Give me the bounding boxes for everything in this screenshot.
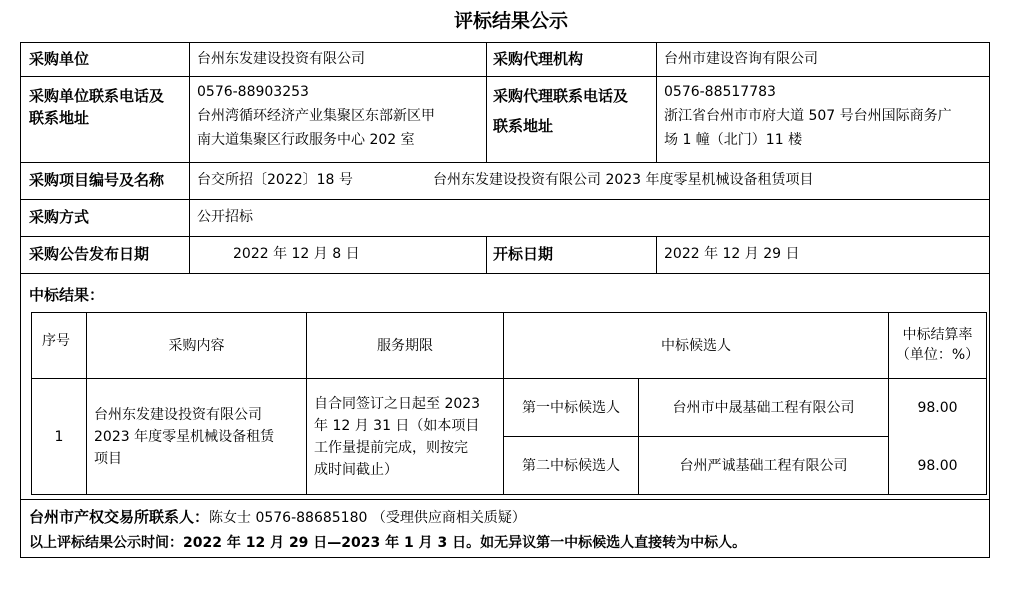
purchaser-value: 台州东发建设投资有限公司 <box>197 51 365 67</box>
result-table <box>31 312 987 495</box>
agency-label: 采购代理机构 <box>493 50 584 68</box>
agency-address: 浙江省台州市市府大道 507 号台州国际商务广 <box>664 108 952 124</box>
publicity-notice: 以上评标结果公示时间：2022 年 12 月 29 日—2023 年 1 月 3 日。如无异议第一中标候选人直接转为中标人。 <box>29 535 747 551</box>
header-seq: 序号 <box>42 333 70 349</box>
project-number: 台交所招〔2022〕18 号 <box>197 172 353 188</box>
row-period: 成时间截止） <box>314 462 398 478</box>
purchaser-label: 采购单位 <box>29 50 90 68</box>
row-divider <box>503 436 888 437</box>
purchaser-address: 台州湾循环经济产业集聚区东部新区甲 <box>197 108 435 124</box>
agency-address: 场 1 幢（北门）11 楼 <box>664 132 803 148</box>
open-date-label: 开标日期 <box>493 245 554 263</box>
candidate-name: 台州严诚基础工程有限公司 <box>679 458 848 474</box>
purchaser-phone: 0576-88903253 <box>197 84 309 100</box>
purchaser-contact-label: 采购单位联系电话及 <box>29 87 165 105</box>
exchange-contact-value: 陈女士 0576-88685180 （受理供应商相关质疑） <box>209 510 526 526</box>
purchaser-contact-label: 联系地址 <box>29 109 90 127</box>
row-divider <box>21 273 989 274</box>
method-value: 公开招标 <box>197 209 253 225</box>
header-rate-unit: （单位：%） <box>895 347 980 363</box>
header-period: 服务期限 <box>377 338 433 354</box>
method-label: 采购方式 <box>29 208 90 226</box>
row-period: 工作量提前完成，则按完 <box>314 440 468 456</box>
row-content: 台州东发建设投资有限公司 <box>94 407 262 423</box>
exchange-contact <box>29 506 526 529</box>
col-divider <box>656 236 657 273</box>
result-heading: 中标结果： <box>29 286 105 304</box>
header-candidate: 中标候选人 <box>661 338 731 354</box>
row-divider <box>21 199 989 200</box>
project-name: 台州东发建设投资有限公司 2023 年度零星机械设备租赁项目 <box>433 172 814 188</box>
row-divider <box>32 378 986 379</box>
col-divider <box>656 43 657 162</box>
row-divider <box>21 236 989 237</box>
agency-contact-label: 联系地址 <box>493 117 554 135</box>
open-date-value: 2022 年 12 月 29 日 <box>664 246 800 262</box>
row-content: 项目 <box>94 451 122 467</box>
publish-date-label: 采购公告发布日期 <box>29 245 150 263</box>
row-seq: 1 <box>54 429 64 445</box>
row-period: 年 12 月 31 日（如本项目 <box>314 418 480 434</box>
header-rate: 中标结算率 <box>902 327 973 343</box>
candidate-rate: 98.00 <box>917 458 958 474</box>
row-divider <box>21 499 989 500</box>
candidate-rank: 第一中标候选人 <box>522 400 620 416</box>
candidate-rank: 第二中标候选人 <box>522 458 620 474</box>
col-divider <box>486 236 487 273</box>
col-divider <box>189 43 190 273</box>
publish-date-value: 2022 年 12 月 8 日 <box>233 246 360 262</box>
agency-contact-label: 采购代理联系电话及 <box>493 87 629 105</box>
row-content: 2023 年度零星机械设备租赁 <box>94 429 275 445</box>
purchaser-address: 南大道集聚区行政服务中心 202 室 <box>197 132 415 148</box>
row-period: 自合同签订之日起至 2023 <box>314 396 481 412</box>
exchange-contact-label: 台州市产权交易所联系人： <box>29 508 210 526</box>
candidate-name: 台州市中晟基础工程有限公司 <box>672 400 855 416</box>
project-label: 采购项目编号及名称 <box>29 171 165 189</box>
announcement-table <box>20 42 990 558</box>
row-divider <box>21 162 989 163</box>
row-divider <box>21 76 989 77</box>
agency-value: 台州市建设咨询有限公司 <box>664 51 818 67</box>
candidate-rate: 98.00 <box>917 400 958 416</box>
col-divider <box>486 43 487 162</box>
agency-phone: 0576-88517783 <box>664 84 776 100</box>
page-title: 评标结果公示 <box>453 10 568 32</box>
header-content: 采购内容 <box>168 338 225 354</box>
